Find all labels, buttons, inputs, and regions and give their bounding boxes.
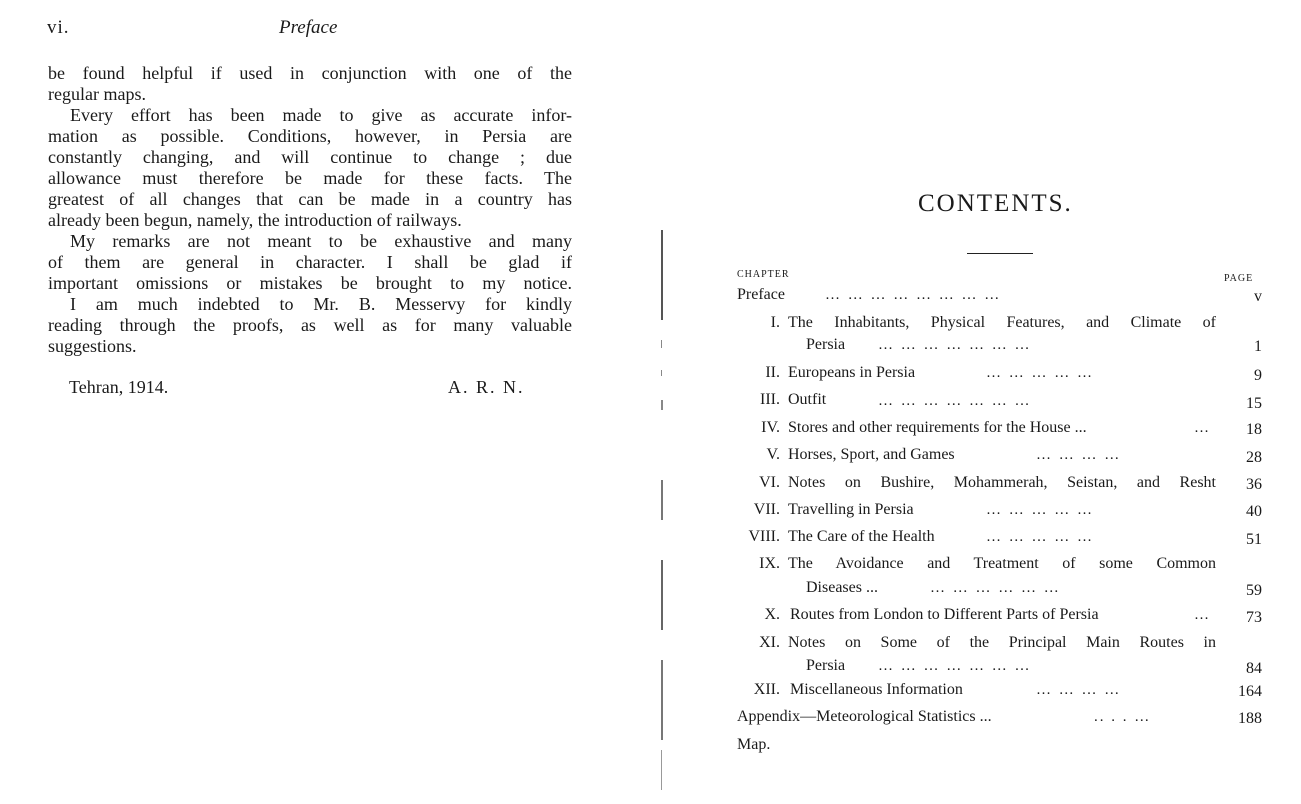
toc-title: Travelling in Persia	[788, 501, 914, 518]
running-head: Preface	[279, 17, 338, 38]
toc-leader: … … … … …	[986, 365, 1094, 381]
signature-initials: A. R. N.	[448, 377, 525, 397]
toc-title: Appendix—Meteorological Statistics ...	[737, 708, 992, 725]
toc-page: 15	[1246, 395, 1262, 412]
text-line: Every effort has been made to give as accurate infor-	[70, 105, 572, 125]
toc-chapter-number: XI.	[759, 634, 780, 651]
text-line: important omissions or mistakes be brought to my notice.	[48, 273, 572, 293]
toc-chapter-number: X.	[764, 606, 780, 623]
toc-title: Notes on Bushire, Mohammerah, Seistan, and Resht	[788, 474, 1216, 491]
toc-title: The Care of the Health	[788, 528, 935, 545]
toc-leader: …	[1194, 420, 1211, 436]
toc-leader: … … … … … …	[930, 580, 1061, 596]
toc-chapter-number: II.	[765, 364, 780, 381]
toc-title: Map.	[737, 736, 771, 753]
text-line: regular maps.	[48, 84, 146, 104]
toc-title-continued: Persia	[806, 657, 846, 674]
toc-page: 59	[1246, 582, 1262, 599]
text-line: of them are general in character. I shall be glad if	[48, 252, 572, 272]
toc-title: Horses, Sport, and Games	[788, 446, 955, 463]
toc-chapter-number: III.	[760, 391, 780, 408]
toc-title: Notes on Some of the Principal Main Routes in	[788, 634, 1216, 651]
page-number: vi.	[47, 17, 70, 38]
toc-leader: … … … … …	[986, 502, 1094, 518]
text-line: be found helpful if used in conjunction with one of the	[48, 63, 572, 83]
toc-title-continued: Persia	[806, 336, 846, 353]
toc-title: Preface	[737, 286, 785, 303]
toc-leader: .. . . …	[1094, 709, 1152, 725]
toc-leader: … … … … … … …	[878, 393, 1032, 409]
toc-page: 28	[1246, 449, 1262, 466]
toc-title: Routes from London to Different Parts of Persia	[790, 606, 1099, 623]
signature-place-date: Tehran, 1914.	[69, 377, 169, 397]
toc-page: 36	[1246, 476, 1262, 493]
toc-chapter-number: I.	[770, 314, 780, 331]
text-line: allowance must therefore be made for these facts. The	[48, 168, 572, 188]
toc-chapter-number: IX.	[759, 555, 780, 572]
toc-page: 9	[1254, 367, 1262, 384]
text-line: greatest of all changes that can be made in a country has	[48, 189, 572, 209]
toc-page: 73	[1246, 609, 1262, 626]
toc-page: 164	[1238, 683, 1262, 700]
text-line: suggestions.	[48, 336, 137, 356]
toc-leader: … … … …	[1036, 447, 1122, 463]
toc-leader: … … … … …	[986, 529, 1094, 545]
toc-leader: … … … … … … … …	[825, 287, 1002, 303]
toc-page: 1	[1254, 338, 1262, 355]
text-line: reading through the proofs, as well as for many valuable	[48, 315, 572, 335]
toc-page: 51	[1246, 531, 1262, 548]
toc-page: 84	[1246, 660, 1262, 677]
toc-page: 18	[1246, 421, 1262, 438]
toc-leader: … … … …	[1036, 682, 1122, 698]
chapter-column-heading: CHAPTER	[737, 269, 790, 280]
toc-page: 40	[1246, 503, 1262, 520]
text-line: mation as possible. Conditions, however, in Persia are	[48, 126, 572, 146]
toc-chapter-number: IV.	[761, 419, 780, 436]
toc-title: Europeans in Persia	[788, 364, 916, 381]
toc-title-continued: Diseases ...	[806, 579, 878, 596]
toc-title: The Avoidance and Treatment of some Common	[788, 555, 1216, 572]
toc-chapter-number: VII.	[753, 501, 780, 518]
toc-leader: … … … … … … …	[878, 337, 1032, 353]
toc-chapter-number: XII.	[753, 681, 780, 698]
page-column-heading: PAGE	[1224, 273, 1254, 284]
text-line: constantly changing, and will continue to change ; due	[48, 147, 572, 167]
text-line: I am much indebted to Mr. B. Messervy for kindly	[70, 294, 572, 314]
title-rule	[967, 253, 1033, 254]
toc-chapter-number: VIII.	[748, 528, 780, 545]
toc-leader: …	[1194, 607, 1211, 623]
toc-title: Stores and other requirements for the House ...	[788, 419, 1087, 436]
toc-leader: … … … … … … …	[878, 658, 1032, 674]
toc-page: v	[1254, 288, 1262, 305]
toc-title: Miscellaneous Information	[790, 681, 963, 698]
text-line: already been begun, namely, the introduction of railways.	[48, 210, 462, 230]
page-gutter	[659, 230, 665, 800]
text-line: My remarks are not meant to be exhaustive and many	[70, 231, 572, 251]
contents-title: CONTENTS.	[918, 190, 1073, 217]
toc-title: The Inhabitants, Physical Features, and Climate of	[788, 314, 1216, 331]
toc-title: Outfit	[788, 391, 827, 408]
toc-chapter-number: V.	[766, 446, 780, 463]
toc-page: 188	[1238, 710, 1262, 727]
toc-chapter-number: VI.	[759, 474, 780, 491]
